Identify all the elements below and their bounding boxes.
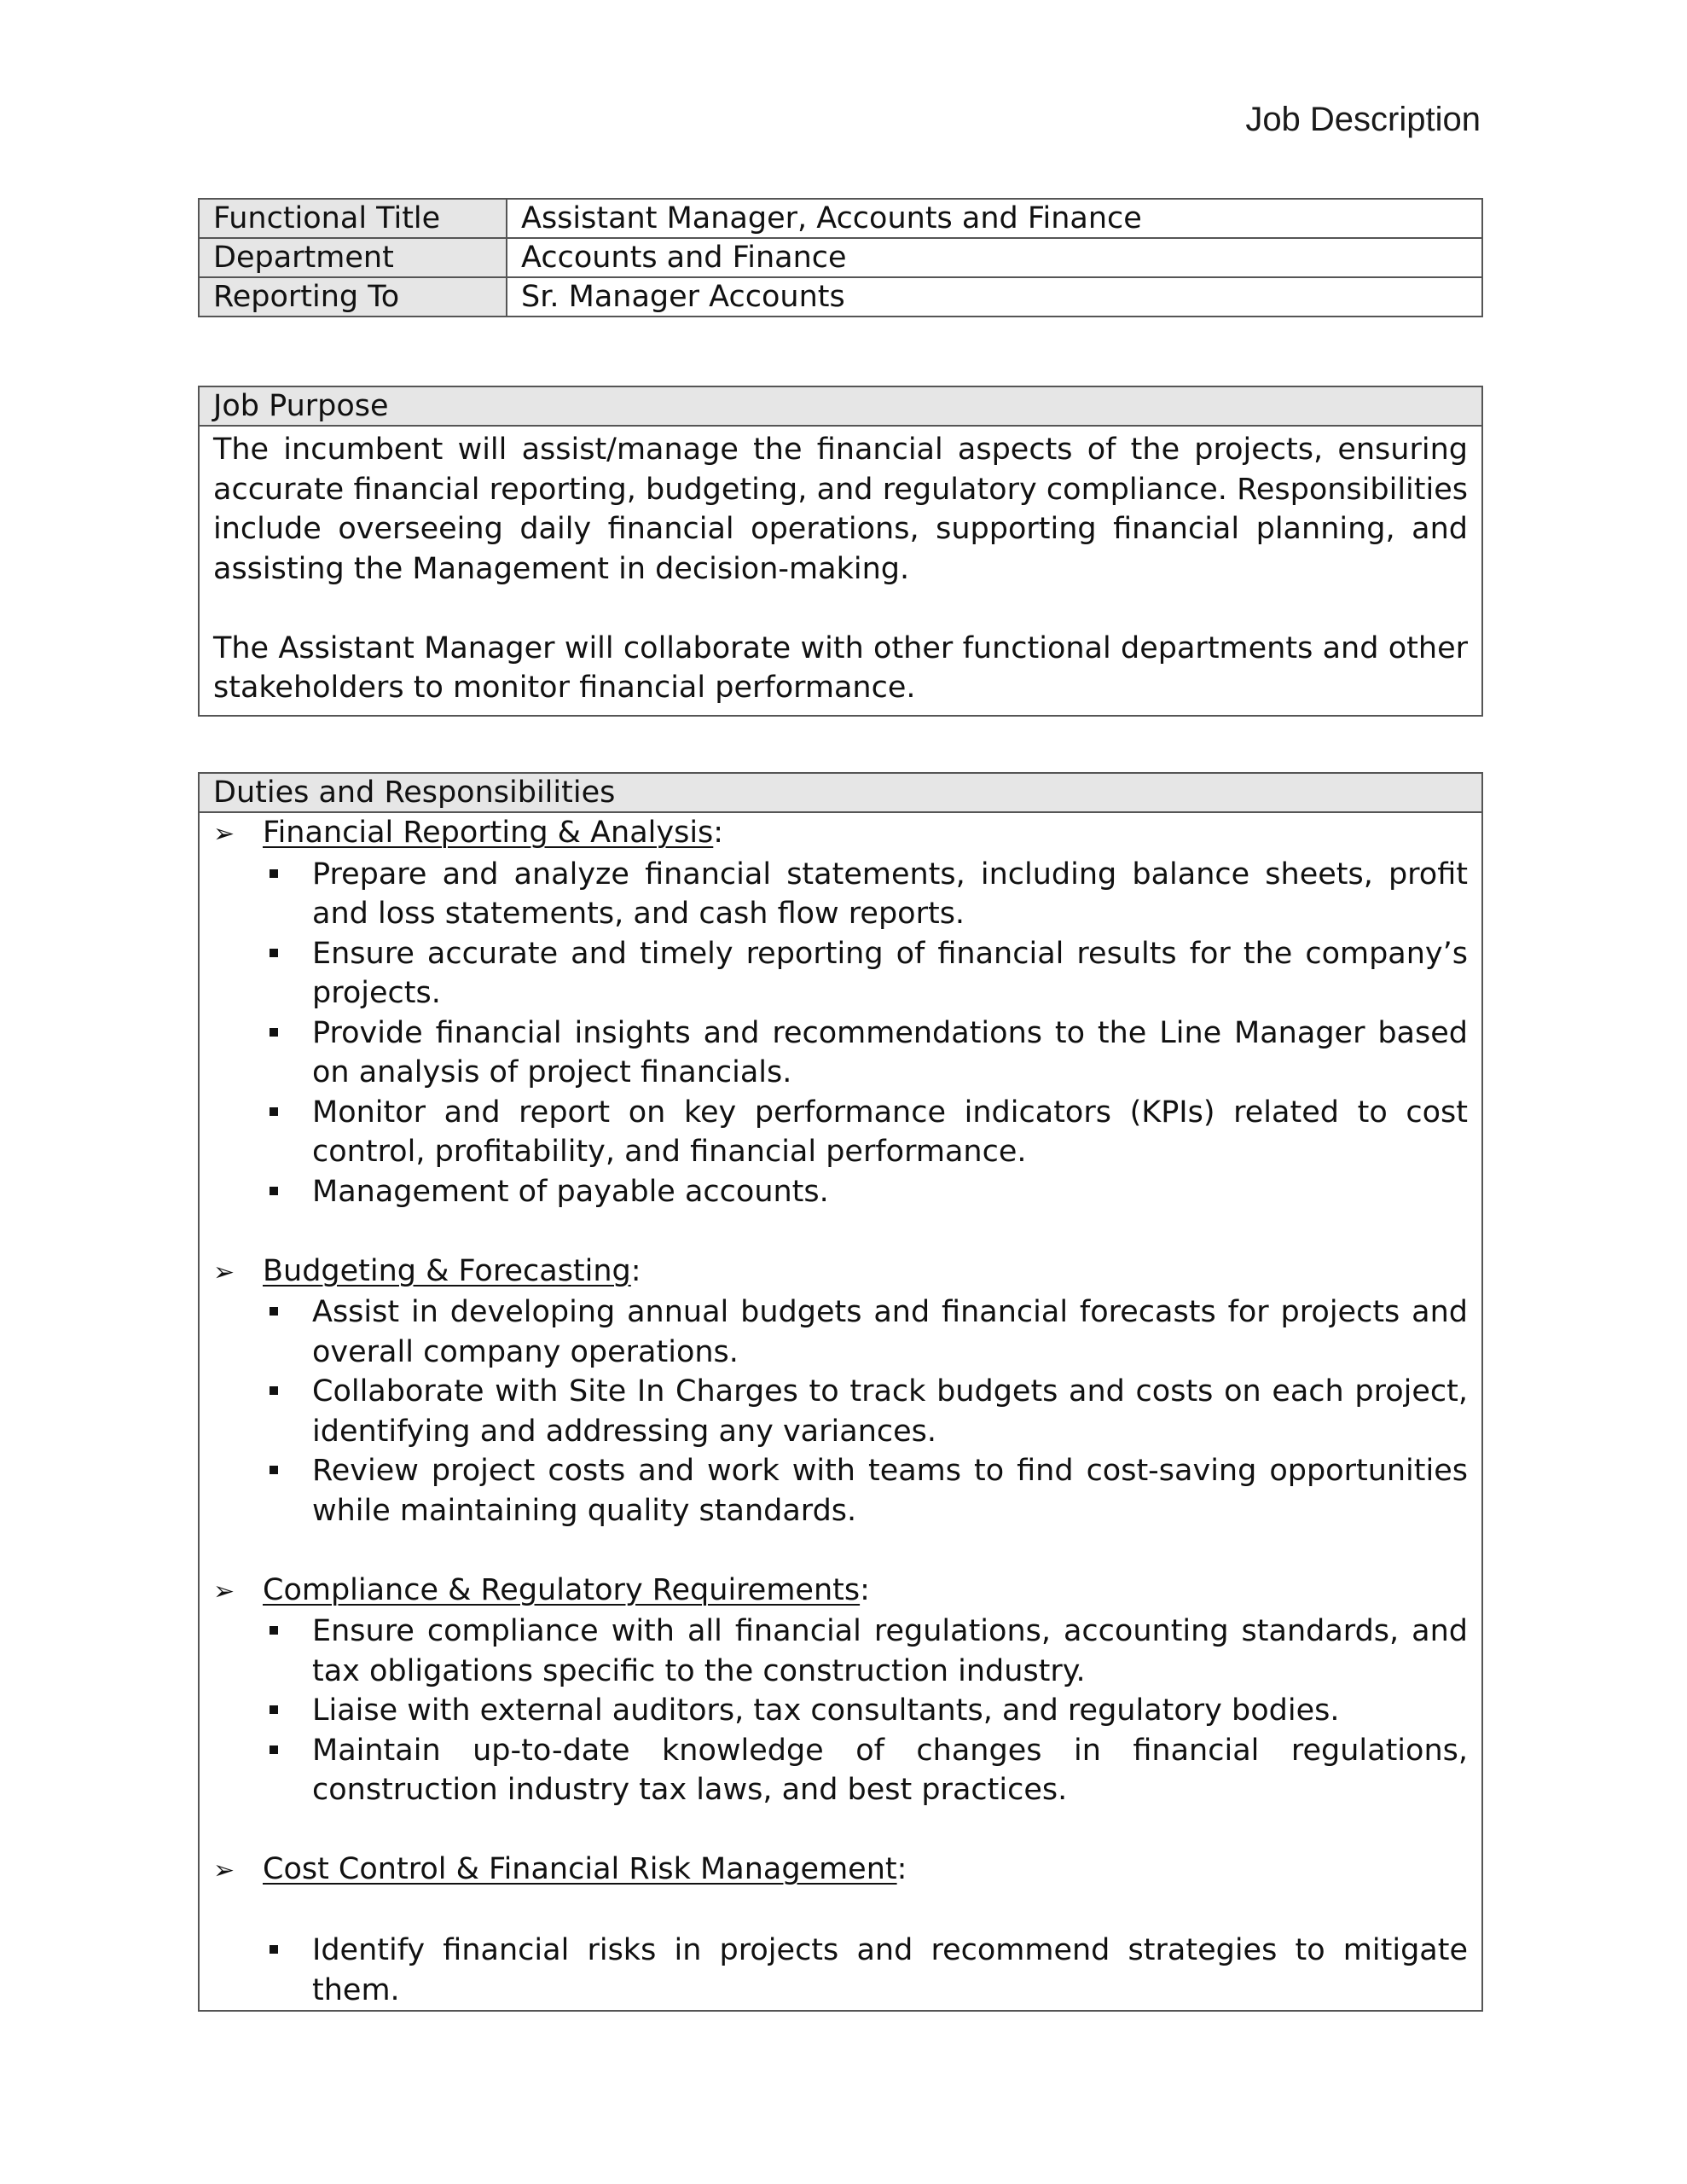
job-purpose-paragraph: The Assistant Manager will collaborate with other functional departments and other stakeholders to monitor financial performance.: [213, 630, 1468, 705]
reporting-to-label: Reporting To: [199, 277, 507, 317]
duty-bullet-text: Assist in developing annual budgets and financial forecasts for projects and overall company operations.: [312, 1295, 1468, 1369]
duty-bullet-text: Monitor and report on key performance indicators (KPIs) related to cost control, profitability, and financial performance.: [312, 1095, 1468, 1169]
duty-bullet-text: Collaborate with Site In Charges to track budgets and costs on each project, identifying and addressing any variances.: [312, 1374, 1468, 1449]
job-purpose-body: [199, 426, 1482, 716]
duty-section-title: [213, 813, 1468, 855]
square-bullet-icon: [263, 1931, 312, 1971]
duty-title-text: Compliance & Regulatory Requirements: [263, 1572, 861, 1607]
duty-bullet-item: [263, 1931, 1468, 2010]
square-bullet-icon: [263, 1292, 312, 1333]
duty-section-title: [213, 1252, 1468, 1293]
duties-body: [199, 812, 1482, 2011]
job-info-table: [198, 198, 1483, 317]
duty-bullet-item: [263, 1172, 1468, 1212]
square-bullet-icon: [263, 1731, 312, 1771]
duty-section-compliance: [213, 1571, 1468, 1810]
duty-title-suffix: :: [713, 816, 724, 850]
duty-bullet-item: [263, 1731, 1468, 1810]
arrow-bullet-icon: ➢: [213, 819, 235, 849]
functional-title-label: Functional Title: [199, 199, 507, 238]
job-purpose-paragraph: The incumbent will assist/manage the financial aspects of the projects, ensuring accurate financial reporting, budgeting, and regulatory compliance. Responsibilities include overseeing daily financial operations, supporting financial planning, and assisting the Management in decision-making.: [213, 433, 1468, 586]
job-purpose-heading: Job Purpose: [199, 386, 1482, 426]
duty-section-title: [213, 1571, 1468, 1612]
duty-bullet-list: [213, 1292, 1468, 1531]
square-bullet-icon: [263, 1172, 312, 1212]
square-bullet-icon: [263, 1093, 312, 1133]
reporting-to-value: Sr. Manager Accounts: [507, 277, 1482, 317]
department-label: Department: [199, 238, 507, 277]
duty-title-text: Financial Reporting & Analysis: [263, 816, 714, 850]
arrow-bullet-icon: ➢: [213, 1856, 235, 1885]
duty-section-cost-control: [213, 1850, 1468, 2010]
duty-bullet-text: Ensure compliance with all financial regulations, accounting standards, and tax obligations specific to the construction industry.: [312, 1614, 1468, 1688]
duties-heading: Duties and Responsibilities: [199, 773, 1482, 812]
page-header-title: Job Description: [1245, 101, 1481, 138]
duty-title-suffix: :: [860, 1572, 870, 1607]
duty-section-financial-reporting: [213, 813, 1468, 1211]
duty-title-suffix: :: [896, 1852, 907, 1886]
square-bullet-icon: [263, 1691, 312, 1731]
duties-table: [198, 772, 1483, 2012]
duty-bullet-text: Management of payable accounts.: [312, 1174, 829, 1209]
duty-bullet-item: [263, 1451, 1468, 1531]
info-row-reporting-to: [199, 277, 1482, 317]
duty-bullet-list: [213, 855, 1468, 1212]
duty-bullet-text: Maintain up-to-date knowledge of changes in financial regulations, construction industry tax laws, and best practices.: [312, 1733, 1468, 1807]
duty-title-text: Budgeting & Forecasting: [263, 1253, 631, 1288]
duty-section-title: [213, 1850, 1468, 1891]
duty-bullet-item: [263, 934, 1468, 1014]
info-row-functional-title: [199, 199, 1482, 238]
duty-bullet-item: [263, 1292, 1468, 1372]
arrow-bullet-icon: ➢: [213, 1576, 235, 1606]
duty-bullet-item: [263, 1014, 1468, 1093]
square-bullet-icon: [263, 1451, 312, 1491]
info-row-department: [199, 238, 1482, 277]
square-bullet-icon: [263, 855, 312, 895]
duty-bullet-text: Prepare and analyze financial statements, including balance sheets, profit and loss statements, and cash flow reports.: [312, 857, 1468, 931]
duty-bullet-list: [213, 1931, 1468, 2010]
duty-bullet-list: [213, 1612, 1468, 1810]
functional-title-value: Assistant Manager, Accounts and Finance: [507, 199, 1482, 238]
square-bullet-icon: [263, 934, 312, 974]
square-bullet-icon: [263, 1612, 312, 1652]
square-bullet-icon: [263, 1372, 312, 1412]
duty-bullet-text: Review project costs and work with teams to find cost-saving opportunities while maintaining quality standards.: [312, 1454, 1468, 1528]
duty-bullet-item: [263, 855, 1468, 934]
duty-title-text: Cost Control & Financial Risk Management: [263, 1852, 897, 1886]
duty-bullet-item: [263, 1372, 1468, 1451]
duty-bullet-item: [263, 1612, 1468, 1691]
arrow-bullet-icon: ➢: [213, 1257, 235, 1287]
duty-bullet-text: Provide financial insights and recommendations to the Line Manager based on analysis of project financials.: [312, 1015, 1468, 1089]
square-bullet-icon: [263, 1014, 312, 1054]
duty-bullet-text: Identify financial risks in projects and recommend strategies to mitigate them.: [312, 1933, 1468, 2007]
duty-bullet-item: [263, 1691, 1468, 1731]
department-value: Accounts and Finance: [507, 238, 1482, 277]
job-purpose-table: [198, 386, 1483, 717]
duty-bullet-item: [263, 1093, 1468, 1172]
duty-section-budgeting: [213, 1252, 1468, 1531]
duty-bullet-text: Liaise with external auditors, tax consultants, and regulatory bodies.: [312, 1693, 1340, 1728]
blank-line: [213, 1891, 1468, 1931]
duty-title-suffix: :: [630, 1253, 641, 1288]
duty-bullet-text: Ensure accurate and timely reporting of financial results for the company’s projects.: [312, 936, 1468, 1010]
